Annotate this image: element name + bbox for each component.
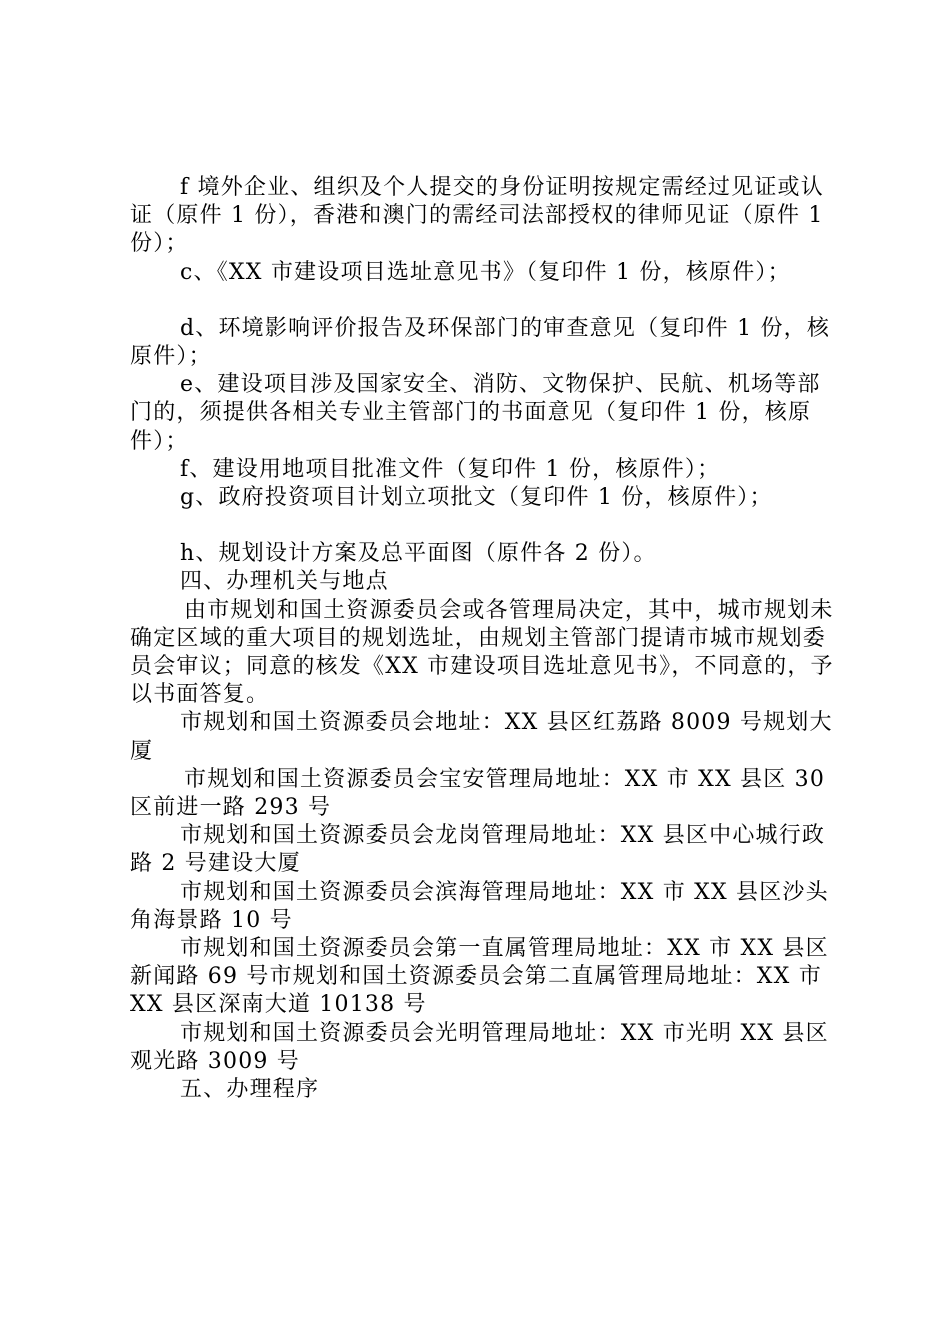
paragraph-h-design-plan: h、规划设计方案及总平面图（原件各 2 份）。 xyxy=(180,541,657,567)
address-longgang-bureau: 市规划和国土资源委员会龙岗管理局地址：XX 县区中心城行政路 2 号建设大厦 xyxy=(130,823,826,877)
paragraph-c-site-selection: c、《XX 市建设项目选址意见书》（复印件 1 份，核原件）； xyxy=(180,259,791,285)
paragraph-authority-decision: 由市规划和国土资源委员会或各管理局决定，其中，城市规划未确定区域的重大项目的规划选址，由规划主管部门提请市城市规划委员会审议；同意的核发《XX 市建设项目选址意见书》，不同意的，予以书面答复。 xyxy=(130,597,834,708)
paragraph-g-investment: g、政府投资项目计划立项批文（复印件 1 份，核原件）； xyxy=(180,485,773,511)
document-body xyxy=(130,174,835,1104)
section-heading-authority: 四、办理机关与地点 xyxy=(180,569,389,595)
address-binhai-bureau: 市规划和国土资源委员会滨海管理局地址：XX 市 XX 县区沙头角海景路 10 号 xyxy=(130,879,829,933)
paragraph-d-environmental: d、环境影响评价报告及环保部门的审查意见（复印件 1 份，核原件）； xyxy=(130,315,831,370)
address-direct-bureaus: 市规划和国土资源委员会第一直属管理局地址：XX 市 XX 县区新闻路 69 号市规划和国土资源委员会第二直属管理局地址：XX 市 XX 县区深南大道 10138 号 xyxy=(130,936,831,1018)
address-main-committee: 市规划和国土资源委员会地址：XX 县区红荔路 8009 号规划大厦 xyxy=(130,710,833,764)
blank-line xyxy=(130,287,835,315)
address-guangming-bureau: 市规划和国土资源委员会光明管理局地址：XX 市光明 XX 县区观光路 3009 号 xyxy=(130,1020,829,1074)
paragraph-e-departments: e、建设项目涉及国家安全、消防、文物保护、民航、机场等部门的，须提供各相关专业主管部门的书面意见（复印件 1 份，核原件）； xyxy=(130,372,821,454)
blank-line xyxy=(130,512,835,540)
paragraph-f-identity-proof: f 境外企业、组织及个人提交的身份证明按规定需经过见证或认证（原件 1 份），香港和澳门的需经司法部授权的律师见证（原件 1 份）； xyxy=(130,175,832,257)
section-heading-procedure: 五、办理程序 xyxy=(180,1077,320,1103)
address-baoan-bureau: 市规划和国土资源委员会宝安管理局地址：XX 市 XX 县区 30 区前进一路 293 号 xyxy=(130,766,834,821)
paragraph-f-land-approval: f、建设用地项目批准文件（复印件 1 份，核原件）； xyxy=(180,456,721,482)
